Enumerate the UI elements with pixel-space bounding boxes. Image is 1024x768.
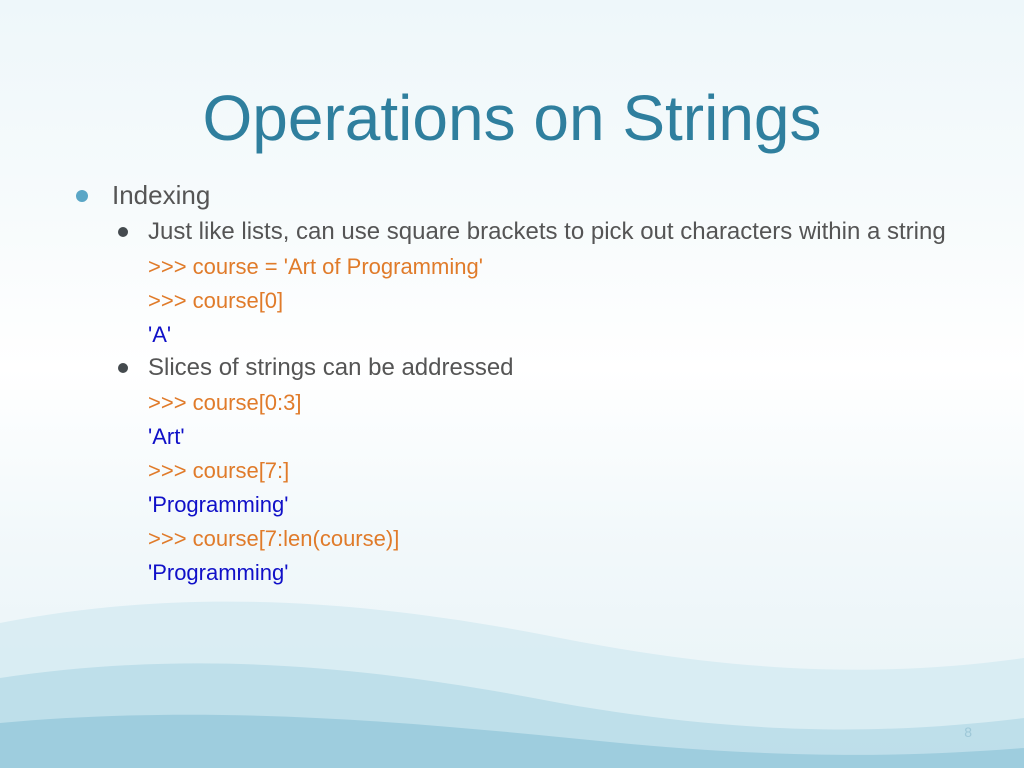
bullet-dot-icon — [118, 227, 128, 237]
code-line: >>> course[0] — [148, 288, 284, 313]
code-line: >>> course[0:3] — [148, 390, 302, 415]
bullet-indexing — [70, 178, 950, 212]
code-line: >>> course[7:len(course)] — [148, 526, 400, 551]
bullet-text: Indexing — [112, 180, 211, 210]
bullet-dot-icon — [118, 363, 128, 373]
code-output: 'Programming' — [148, 560, 289, 585]
bullet-dot-icon — [76, 190, 88, 202]
slide-title: Operations on Strings — [202, 82, 822, 154]
code-line: >>> course = 'Art of Programming' — [148, 254, 483, 279]
code-output: 'Programming' — [148, 492, 289, 517]
page-number: 8 — [964, 724, 972, 740]
code-line: >>> course[7:] — [148, 458, 290, 483]
slide-content — [70, 178, 950, 586]
sub-bullet-square-brackets — [70, 218, 950, 246]
sub-bullet-text: Slices of strings can be addressed — [148, 354, 514, 381]
code-output: 'Art' — [148, 424, 185, 449]
sub-bullet-text: Just like lists, can use square brackets to pick out characters within a string — [148, 218, 946, 245]
code-output: 'A' — [148, 322, 172, 347]
sub-bullet-slices — [70, 354, 950, 382]
